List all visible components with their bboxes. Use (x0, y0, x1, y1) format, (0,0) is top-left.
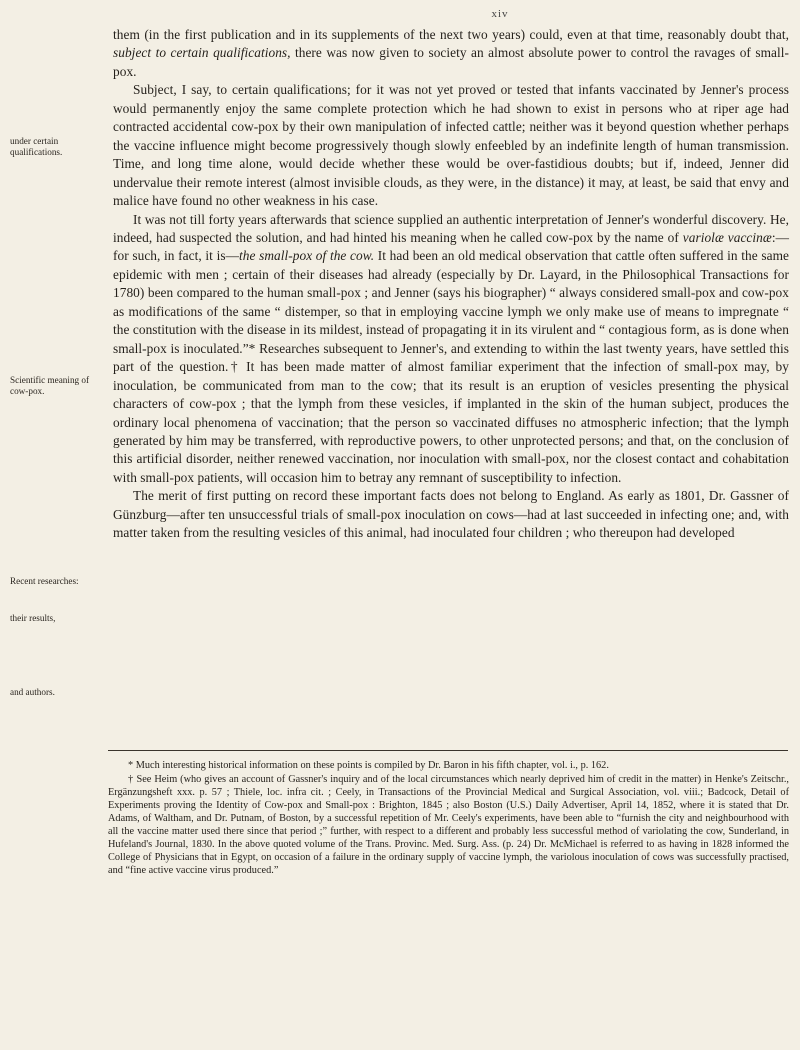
paragraph-2: Subject, I say, to certain qualifications; for it was not yet proved or tested that infants vaccinated by Jenner's process would permanently enjoy the same complete protection which he had shown to exist in persons who at riper age had contracted accidental cow-pox by their own manipulation of infected cattle; neither was it beyond question whether perhaps the vaccine influence might become progressively though slowly enfeebled by an indefinite length of human transmission. Time, and long time alone, would decide whether these would be over-fastidious doubts; but if, indeed, Jenner did undervalue their remote interest (almost invisible clouds, as they were, in the distance) it may, at least, be said that envy and malice have found no other weakness in his case. (113, 82, 789, 209)
paragraph-3-emphasis-variolae: variolæ vaccinæ (682, 229, 772, 245)
paragraph-3-text-c: It had been an old medical observation that cattle often suffered in the same epidemic with men ; certain of their diseases had already (especially by Dr. Layard, in the Philosophical Transactions for 1780) been compared to the human small-pox ; and Jenner (says his biographer) “ always considered small-pox and cow-pox as modifications of the same “ distemper, so that in employing vaccine lymph we only make use of means to impregnate “ the constitution with the disease in its mildest, instead of propagating it in its virulent and “ contagious form, as is done when small-pox is inoculated.”* Researches subsequent to Jenner's, and extending to within the last twenty years, have settled this part of the question.† It has been made matter of almost familiar experiment that the infection of small-pox may, by inoculation, be communicated from man to the cow; that its result is an eruption of vesicles presenting the physical characters of cow-pox ; that the lymph from these vesicles, if implanted in the skin of the human subject, produces the ordinary local phenomena of vaccination; that the person so vaccinated diffuses no atmospheric infection; that the lymph generated by him may be transferred, with reproductive powers, to other unprotected persons; and that, on the conclusion of this artificial disorder, neither renewed vaccination, nor inoculation with small-pox, nor the closest contact and cohabitation with small-pox patients, will occasion him to betray any remnant of susceptibility to infection. (113, 248, 790, 485)
paragraph-3 (113, 211, 789, 488)
paragraph-1-emphasis: subject to certain qualifications, (113, 45, 291, 61)
paragraph-3-text-b: :—for such, in fact, it is— (113, 229, 789, 264)
main-text (113, 26, 789, 543)
paragraph-1-text: them (in the first publication and in its supplements of the next two years) could, even at that time, reasonably doubt that, (113, 27, 789, 42)
paragraph-3-emphasis-small-pox-cow: the small-pox of the cow. (238, 248, 375, 264)
margin-note-recent-researches: Recent researches: (10, 576, 79, 586)
footnote-1: * Much interesting historical information on these points is compiled by Dr. Baron in his fifth chapter, vol. i., p. 162. (128, 760, 609, 771)
page-number: xiv (491, 8, 509, 20)
footnotes (108, 759, 789, 878)
paragraph-4: The merit of first putting on record these important facts does not belong to England. As early as 1801, Dr. Gassner of Günzburg—after ten unsuccessful trials of small-pox inoculation on cows—had at last succeeded in infecting one; and, with matter taken from the resulting vesicles of this animal, had inoculated four children ; who thereupon had developed (113, 488, 789, 541)
paragraph-3-text-a: It was not till forty years afterwards that science supplied an authentic interpretation of Jenner's wonderful discovery. He, indeed, had suspected the solution, and had hinted his meaning when he called cow-pox by the name of (113, 211, 789, 245)
footnote-rule (108, 750, 788, 751)
margin-note-qualifications: under certain qualifications. (10, 136, 63, 157)
margin-note-results: their results, (10, 613, 56, 623)
footnote-2: † See Heim (who gives an account of Gassner's inquiry and of the local circumstances which nearly deprived him of credit in the matter) in Henke's Zeitschr., Ergänzungsheft xxx. p. 57 ; Thiele, loc. infra cit. ; Ceely, in Transactions of the Provincial Medical and Surgical Association, vol. viii.; Badcock, Detail of Experiments proving the Identity of Cow-pox and Small-pox : Brighton, 1845 ; also Boston (U.S.) Daily Advertiser, April 14, 1852, where it is stated that Dr. Adams, of Waltham, and Dr. Putnam, of Boston, by a successful repetition of Mr. Ceely's experiments, have been able to “furnish the city and neighbourhood with all the vaccine matter used there since that period ;” further, with respect to a different and probably less successful method of variolating the cow, Sunderland, in Hufeland's Journal, 1830. In the above quoted volume of the Trans. Provinc. Med. Surg. Ass. (p. 24) Dr. McMichael is referred to as having in 1828 informed the College of Physicians that in Egypt, on occasion of a failure in the ordinary supply of vaccine lymph, the variolous inoculation of cows was successfully practised, and “fine active vaccine virus produced.” (108, 774, 789, 877)
margin-note-authors: and authors. (10, 687, 55, 697)
margin-note-scientific-meaning: Scientific meaning of cow-pox. (10, 375, 90, 396)
paragraph-1-rest: there was now given to society an almost absolute power to control the ravages of small-pox. (113, 45, 789, 79)
paragraph-1 (113, 26, 789, 81)
